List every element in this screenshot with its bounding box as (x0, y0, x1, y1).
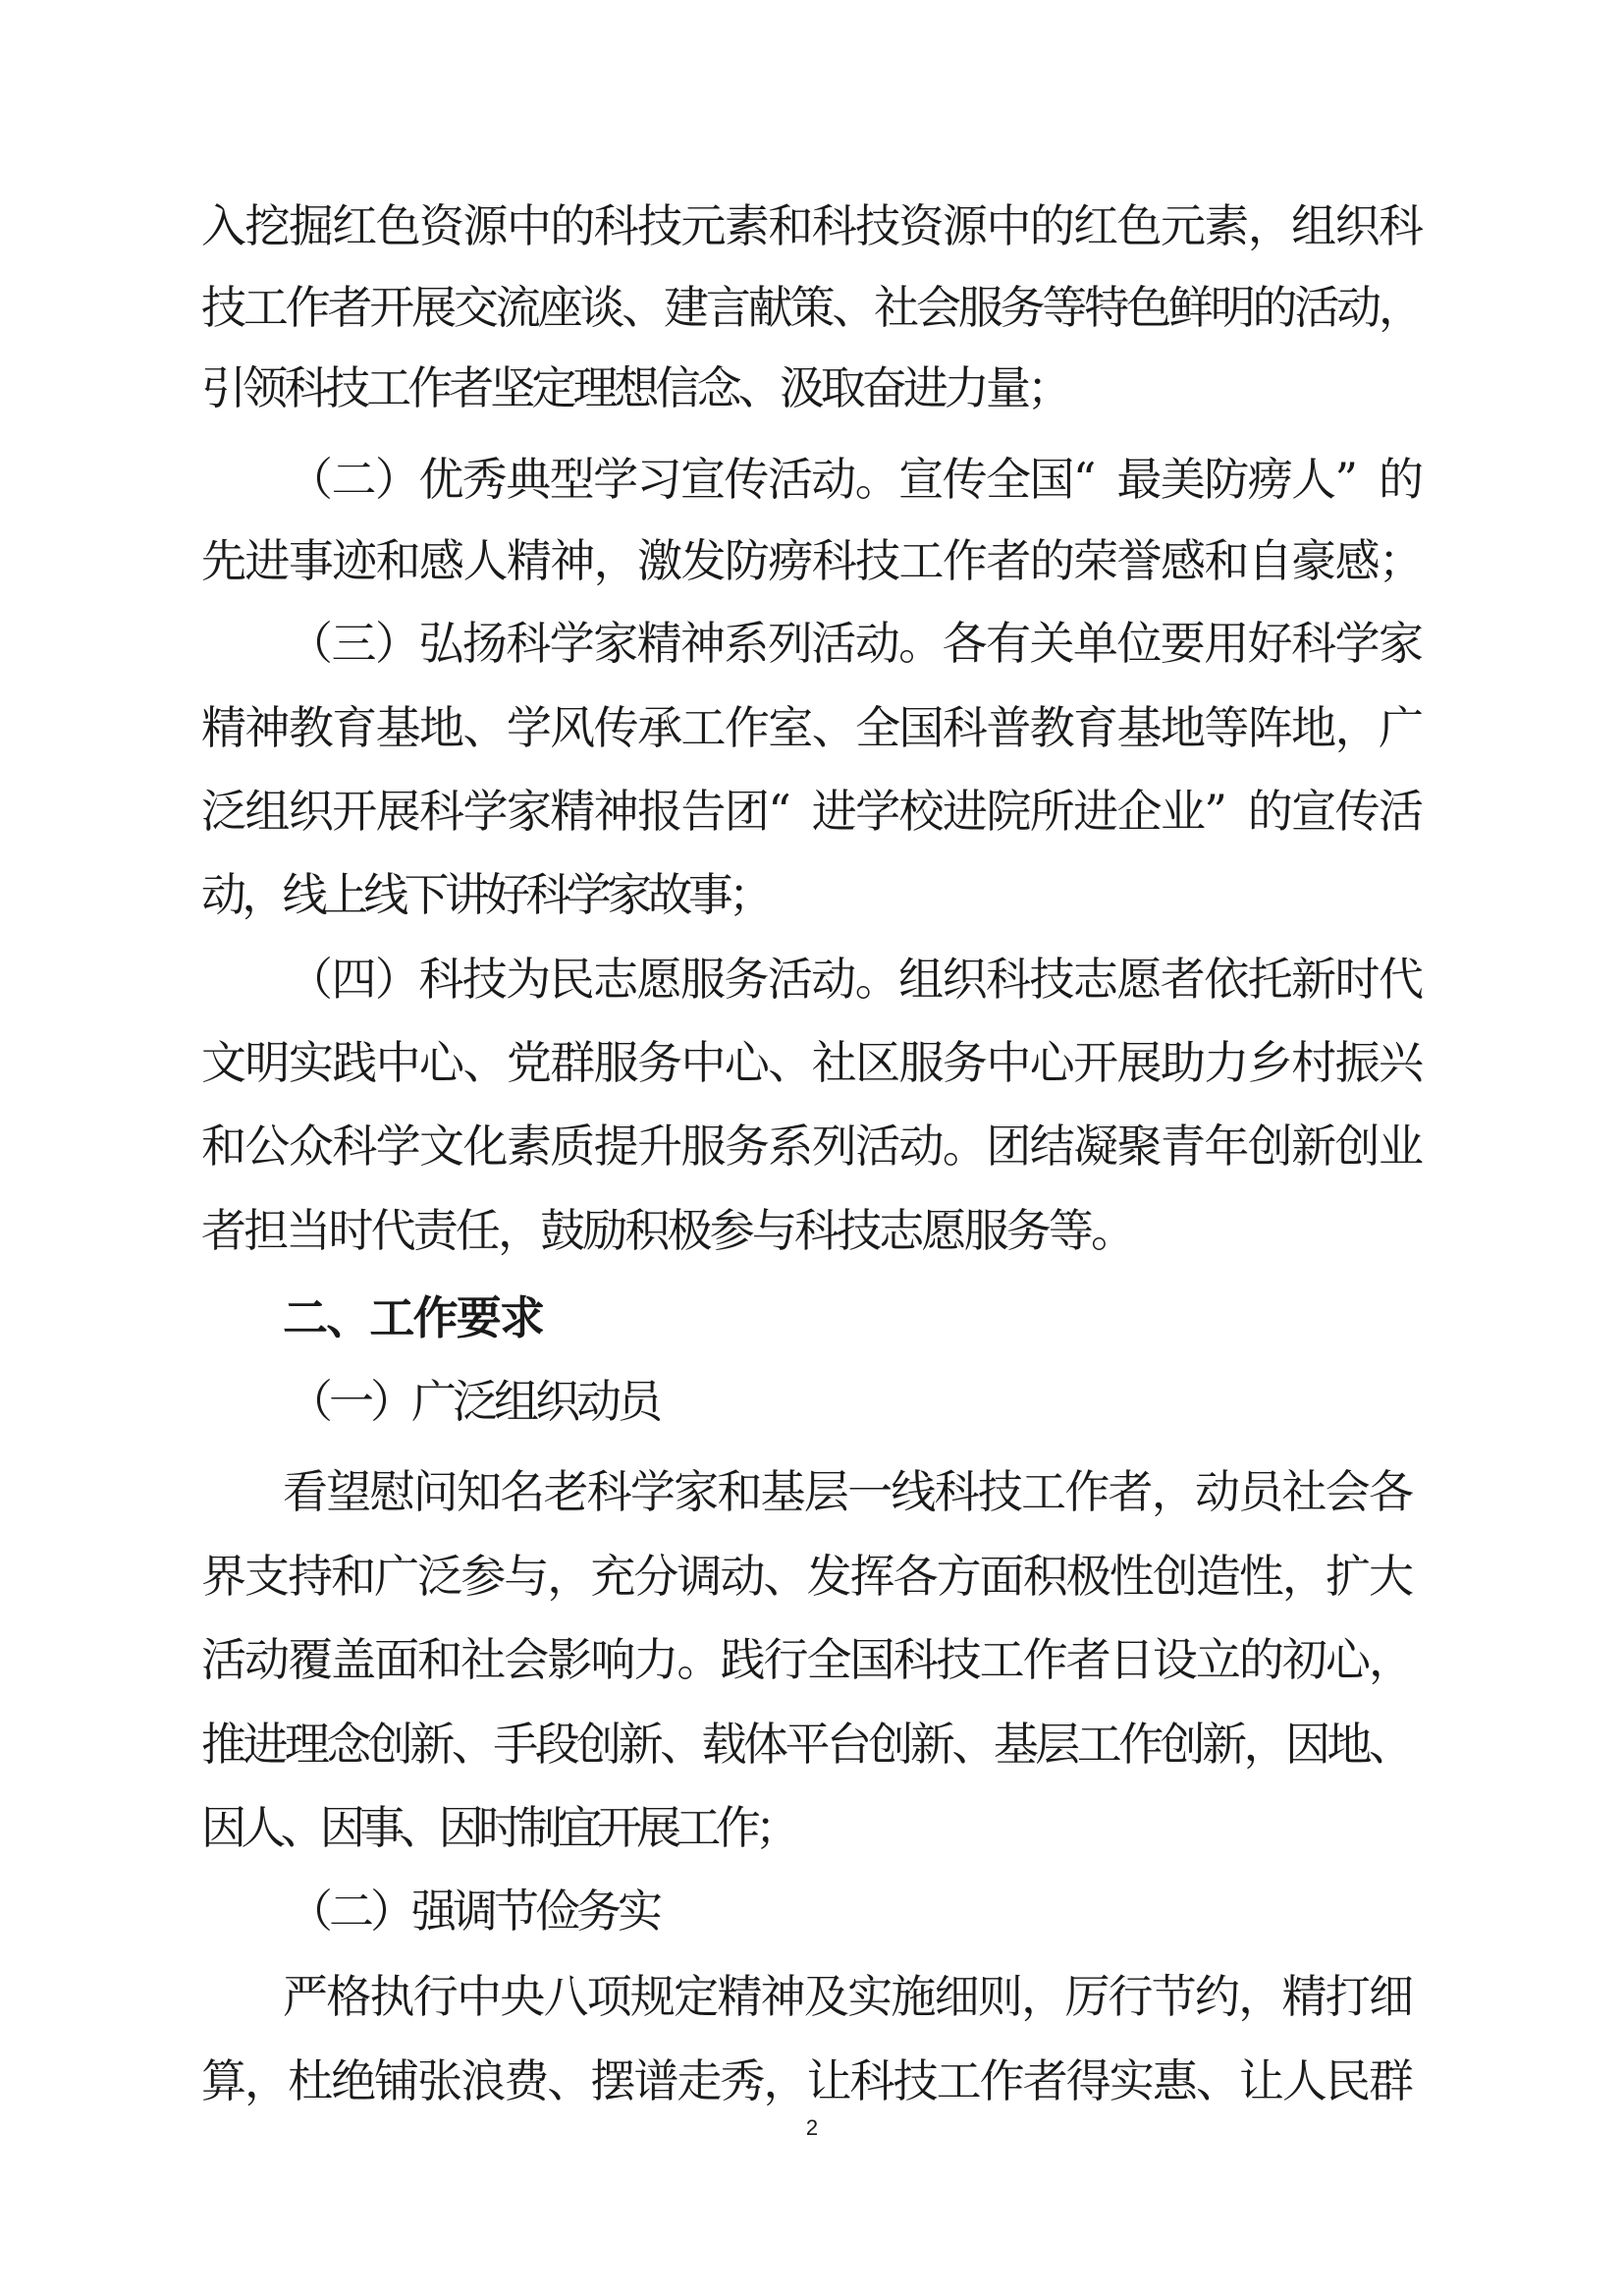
text-line: 入 挖 掘 红 色 资 源 中 的 科 技 元 素 和 科 技 资 源 中 的 红 色 元 素 ， 组 织 科 (201, 199, 1424, 252)
text-line: 泛 组 织 开 展 科 学 家 精 神 报 告 团 “ 进 学 校 进 院 所 进 企 业 ” 的 宣 传 活 (201, 785, 1424, 838)
text-line: 文 明 实 践 中 心 、 党 群 服 务 中 心 、 社 区 服 务 中 心 开 展 助 力 乡 村 振 兴 (201, 1036, 1424, 1089)
page-number: 2 (805, 2115, 819, 2140)
text-line: 因 人 、 因 事 、 因 时 制 宜 开 展 工 作 ； (201, 1801, 800, 1854)
text-line: 活 动 覆 盖 面 和 社 会 影 响 力 。 践 行 全 国 科 技 工 作 者 日 设 立 的 初 心 ， (201, 1633, 1414, 1686)
text-line: 界 支 持 和 广 泛 参 与 ， 充 分 调 动 、 发 挥 各 方 面 积 极 性 创 造 性 ， 扩 大 (201, 1550, 1414, 1603)
text-line: 动 ， 线 上 线 下 讲 好 科 学 家 故 事 ； (201, 868, 774, 921)
section-heading: 二 、 工 作 要 求 (283, 1291, 545, 1344)
text-line: 技 工 作 者 开 展 交 流 座 谈 、 建 言 献 策 、 社 会 服 务 等 特 色 鲜 明 的 活 动 ， (201, 281, 1424, 334)
text-line: 推 进 理 念 创 新 、 手 段 创 新 、 载 体 平 台 创 新 、 基 层 工 作 创 新 ， 因 地 、 (201, 1718, 1414, 1771)
text-line: （ 四 ） 科 技 为 民 志 愿 服 务 活 动 。 组 织 科 技 志 愿 者 依 托 新 时 代 (288, 953, 1424, 1006)
text-line: （ 二 ） 强 调 节 俭 务 实 (288, 1885, 663, 1938)
text-line: 算 ， 杜 绝 铺 张 浪 费 、 摆 谱 走 秀 ， 让 科 技 工 作 者 得 实 惠 、 让 人 民 群 (201, 2054, 1414, 2107)
text-line: 精 神 教 育 基 地 、 学 风 传 承 工 作 室 、 全 国 科 普 教 育 基 地 等 阵 地 ， 广 (201, 701, 1424, 754)
text-line: 先 进 事 迹 和 感 人 精 神 ， 激 发 防 痨 科 技 工 作 者 的 荣 誉 感 和 自 豪 感 ； (201, 534, 1424, 587)
text-line: （ 三 ） 弘 扬 科 学 家 精 神 系 列 活 动 。 各 有 关 单 位 要 用 好 科 学 家 (288, 617, 1424, 670)
text-line: 严 格 执 行 中 央 八 项 规 定 精 神 及 实 施 细 则 ， 厉 行 节 约 ， 精 打 细 (283, 1970, 1414, 2023)
text-line: 看 望 慰 问 知 名 老 科 学 家 和 基 层 一 线 科 技 工 作 者 ， 动 员 社 会 各 (283, 1465, 1414, 1518)
text-line: 引 领 科 技 工 作 者 坚 定 理 想 信 念 、 汲 取 奋 进 力 量 ； (201, 361, 1072, 414)
text-line: （ 二 ） 优 秀 典 型 学 习 宣 传 活 动 。 宣 传 全 国 “ 最 美 防 痨 人 ” 的 (288, 453, 1424, 506)
text-line: 者 担 当 时 代 责 任 ， 鼓 励 积 极 参 与 科 技 志 愿 服 务 等 。 (201, 1204, 1136, 1257)
text-line: （ 一 ） 广 泛 组 织 动 员 (288, 1375, 663, 1428)
text-line: 和 公 众 科 学 文 化 素 质 提 升 服 务 系 列 活 动 。 团 结 凝 聚 青 年 创 新 创 业 (201, 1120, 1424, 1173)
